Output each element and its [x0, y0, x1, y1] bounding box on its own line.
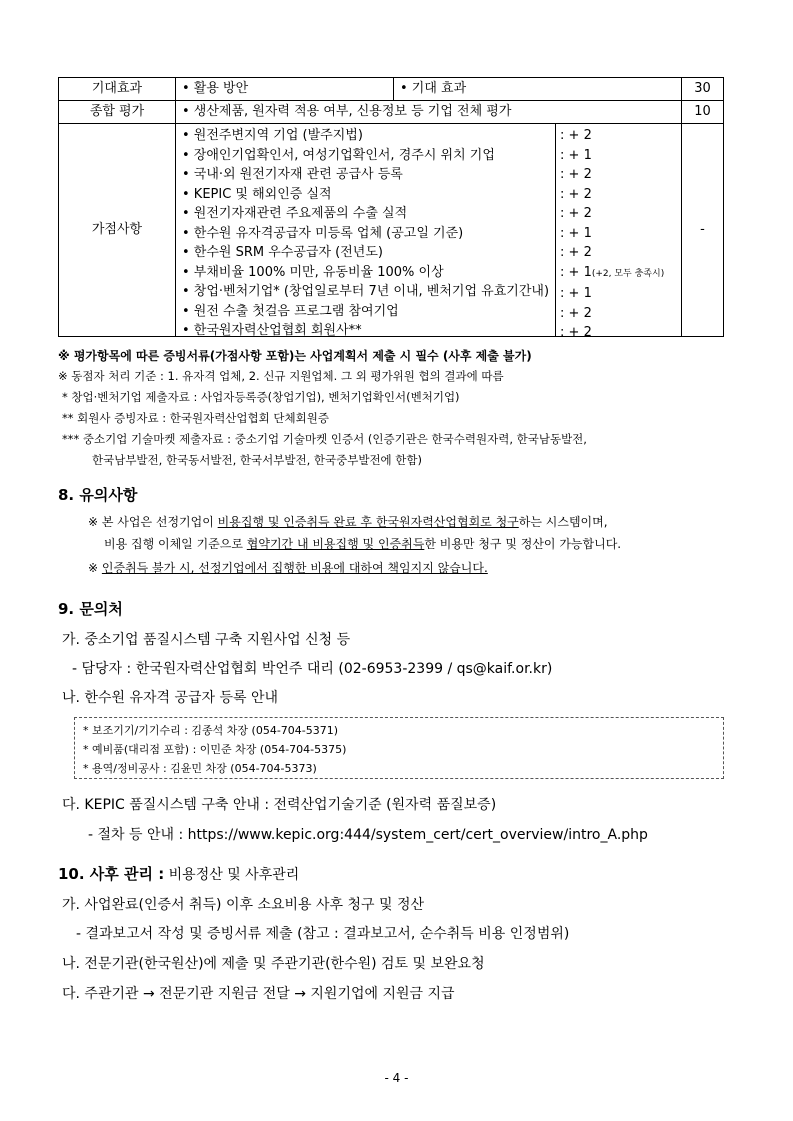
section-9-b: 나. 한수원 유자격 공급자 등록 안내	[62, 690, 279, 706]
bonus-value	[560, 304, 677, 324]
bonus-value-text: : + 2	[560, 167, 592, 182]
text: 한 비용만 청구 및 정산이 가능합니다.	[424, 537, 622, 551]
section-8-p2	[104, 535, 621, 552]
bonus-value	[560, 126, 677, 146]
bonus-value	[560, 263, 677, 285]
note-techmarket: *** 중소기업 기술마켓 제출자료 : 중소기업 기술마켓 인증서 (인증기관은 한국수력원자력, 한국남동발전,	[62, 432, 587, 446]
section-10-c: 다. 주관기관 → 전문기관 지원금 전달 → 지원기업에 지원금 지급	[62, 986, 455, 1002]
contact-line: * 용역/정비공사 : 김윤민 차장 (054-704-5373)	[83, 762, 317, 775]
contact-line: * 보조기기/기기수리 : 김종석 차장 (054-704-5371)	[83, 724, 339, 737]
bonus-value-text: : + 2	[560, 206, 592, 221]
underlined-text: 인증취득 불가 시, 선정기업에서 집행한 비용에 대하여 책임지지 않습니다.	[101, 561, 488, 575]
table-cell: • 기대 효과	[394, 78, 682, 101]
text: ※ 본 사업은 선정기업이	[88, 515, 218, 529]
table-row	[59, 101, 724, 124]
bonus-values	[556, 124, 681, 340]
section-9-a: 가. 중소기업 품질시스템 구축 지원사업 신청 등	[62, 632, 351, 648]
section-10-a: 가. 사업완료(인증서 취득) 이후 소요비용 사후 청구 및 정산	[62, 897, 425, 913]
row-label: 기대효과	[59, 78, 176, 101]
bonus-item: • 한수원 SRM 우수공급자 (전년도)	[182, 245, 383, 260]
text: ※	[88, 561, 102, 575]
bonus-value-text: : + 2	[560, 305, 592, 321]
bonus-value-text: : + 1	[560, 286, 592, 301]
section-8-title: 8. 유의사항	[58, 486, 138, 504]
bonus-item: • 한수원 유자격공급자 미등록 업체 (공고일 기준)	[182, 225, 464, 241]
note-techmarket-cont: 한국남부발전, 한국동서발전, 한국서부발전, 한국중부발전에 한함)	[92, 453, 423, 467]
bonus-item: • 원전주변지역 기업 (발주지법)	[182, 128, 363, 143]
section-10-a-detail: - 결과보고서 작성 및 증빙서류 제출 (참고 : 결과보고서, 순수취득 비용 인정범위)	[76, 926, 570, 942]
contact-line: * 예비품(대리점 포함) : 이민준 차장 (054-704-5375)	[83, 743, 347, 756]
bonus-value-text: : + 2	[560, 245, 592, 260]
bonus-value-text: : + 2	[560, 186, 592, 202]
bonus-items	[176, 124, 556, 336]
bonus-value	[560, 185, 677, 205]
bonus-value	[560, 165, 677, 185]
bonus-value-text: : + 2	[560, 325, 592, 340]
section-9-c: 다. KEPIC 품질시스템 구축 안내 : 전력산업기술기준 (원자력 품질보증)	[62, 797, 497, 813]
section-9-title: 9. 문의처	[58, 600, 123, 618]
section-8-p1	[88, 513, 608, 530]
contact-box	[74, 717, 724, 779]
row-label: 가점사항	[59, 124, 176, 337]
bonus-item: • KEPIC 및 해외인증 실적	[182, 186, 332, 202]
bonus-value	[560, 243, 677, 263]
bonus-value-text: : + 1	[560, 147, 592, 163]
bonus-value-note: (+2, 모두 충족시)	[591, 268, 665, 279]
text: 하는 시스템이며,	[518, 515, 608, 529]
bonus-value	[560, 284, 677, 304]
score-cell: 10	[682, 101, 724, 124]
section-10-b: 나. 전문기관(한국원산)에 제출 및 주관기관(한수원) 검토 및 보완요청	[62, 956, 485, 972]
section-8-p3	[88, 559, 488, 576]
section-9-c-detail: - 절차 등 안내 : https://www.kepic.org:444/system_cert/cert_overview/intro_A.php	[88, 827, 648, 843]
text: 10. 사후 관리 :	[58, 865, 165, 883]
section-10-title	[58, 863, 299, 884]
bonus-value	[560, 224, 677, 244]
text: 비용 집행 이체일 기준으로	[104, 537, 247, 551]
bonus-value-text: : + 2	[560, 128, 592, 143]
text: 비용정산 및 사후관리	[164, 867, 300, 883]
table-cell: • 활용 방안	[176, 78, 394, 101]
score-cell: -	[682, 124, 724, 337]
bonus-item: • 창업·벤처기업* (창업일로부터 7년 이내, 벤처기업 유효기간내)	[182, 284, 550, 299]
bonus-value	[560, 204, 677, 224]
bonus-value-text: : + 1	[560, 225, 592, 241]
evaluation-table	[58, 77, 724, 340]
underlined-text: 비용집행 및 인증취득 완료 후 한국원자력산업협회로 청구	[217, 515, 519, 529]
bonus-cell	[176, 124, 682, 340]
page-number: - 4 -	[384, 1071, 409, 1085]
note-tiebreak: ※ 동점자 처리 기준 : 1. 유자격 업체, 2. 신규 지원업체. 그 외 평가위원 협의 결과에 따름	[58, 369, 504, 383]
note-required: ※ 평가항목에 따른 증빙서류(가점사항 포함)는 사업계획서 제출 시 필수 (사후 제출 불가)	[58, 349, 532, 363]
table-row	[59, 78, 724, 101]
bonus-value	[560, 323, 677, 343]
bonus-item: • 부채비율 100% 미만, 유동비율 100% 이상	[182, 264, 444, 280]
note-startup: * 창업·벤처기업 제출자료 : 사업자등록증(창업기업), 벤처기업확인서(벤처기업)	[62, 390, 460, 404]
table-cell: • 생산제품, 원자력 적용 여부, 신용정보 등 기업 전체 평가	[176, 101, 682, 124]
table-row	[59, 124, 724, 337]
bonus-item: • 한국원자력산업협회 회원사**	[182, 323, 362, 338]
score-cell: 30	[682, 78, 724, 101]
bonus-item: • 원전기자재관련 주요제품의 수출 실적	[182, 206, 408, 221]
bonus-item: • 국내·외 원전기자재 관련 공급사 등록	[182, 167, 403, 182]
note-member: ** 회원사 증빙자료 : 한국원자력산업협회 단체회원증	[62, 411, 329, 425]
bonus-value-text: : + 1	[560, 264, 592, 280]
underlined-text: 협약기간 내 비용집행 및 인증취득	[246, 537, 425, 551]
section-9-a-contact: - 담당자 : 한국원자력산업협회 박언주 대리 (02-6953-2399 / qs@kaif.or.kr)	[72, 661, 553, 677]
bonus-item: • 장애인기업확인서, 여성기업확인서, 경주시 위치 기업	[182, 147, 495, 163]
row-label: 종합 평가	[59, 101, 176, 124]
bonus-value	[560, 146, 677, 166]
bonus-item: • 원전 수출 첫걸음 프로그램 참여기업	[182, 303, 399, 319]
